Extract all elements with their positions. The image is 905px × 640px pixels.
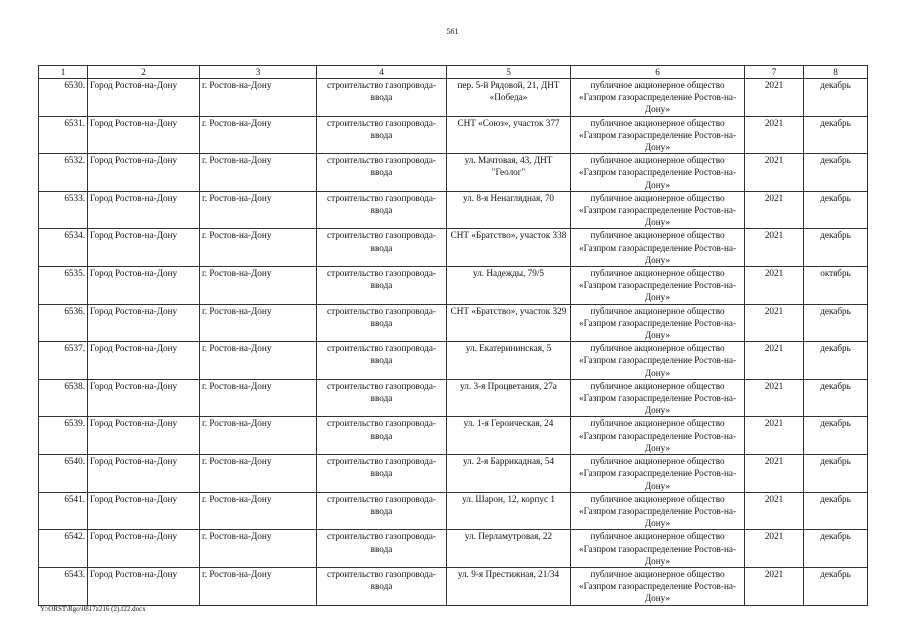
month-cell: декабрь (804, 191, 868, 229)
month-cell: декабрь (804, 304, 868, 342)
work-type-cell: строительство газопровода-ввода (317, 191, 447, 229)
address-cell: ул. Мачтовая, 43, ДНТ "Геолог" (447, 154, 571, 192)
month-cell: декабрь (804, 154, 868, 192)
address-cell: ул. Перламутровая, 22 (447, 530, 571, 568)
work-type-cell: строительство газопровода-ввода (317, 79, 447, 117)
year-cell: 2021 (745, 492, 804, 530)
table-row (39, 154, 868, 192)
row-number-cell: 6532. (39, 154, 88, 192)
table-row (39, 304, 868, 342)
year-cell: 2021 (745, 267, 804, 305)
row-number-cell: 6542. (39, 530, 88, 568)
year-cell: 2021 (745, 417, 804, 455)
work-type-cell: строительство газопровода-ввода (317, 492, 447, 530)
month-cell: декабрь (804, 567, 868, 605)
settlement-cell: г. Ростов-на-Дону (200, 154, 317, 192)
column-header: 8 (804, 66, 868, 79)
table-row (39, 567, 868, 605)
year-cell: 2021 (745, 229, 804, 267)
settlement-cell: г. Ростов-на-Дону (200, 229, 317, 267)
row-number-cell: 6537. (39, 342, 88, 380)
organization-cell: публичное акционерное общество «Газпром газораспределение Ростов-на-Дону» (571, 116, 745, 154)
municipality-cell: Город Ростов-на-Дону (88, 229, 200, 267)
document-file-path: Y:\ORST\Rgo\0817z216 (2).f22.docx (40, 605, 146, 613)
year-cell: 2021 (745, 191, 804, 229)
year-cell: 2021 (745, 530, 804, 568)
settlement-cell: г. Ростов-на-Дону (200, 342, 317, 380)
organization-cell: публичное акционерное общество «Газпром газораспределение Ростов-на-Дону» (571, 229, 745, 267)
work-type-cell: строительство газопровода-ввода (317, 455, 447, 493)
settlement-cell: г. Ростов-на-Дону (200, 267, 317, 305)
address-cell: СНТ «Братство», участок 329 (447, 304, 571, 342)
address-cell: ул. Шарон, 12, корпус 1 (447, 492, 571, 530)
municipality-cell: Город Ростов-на-Дону (88, 116, 200, 154)
municipality-cell: Город Ростов-на-Дону (88, 191, 200, 229)
address-cell: ул. 3-я Процветания, 27а (447, 379, 571, 417)
register-table (38, 65, 868, 606)
table-row (39, 229, 868, 267)
month-cell: декабрь (804, 455, 868, 493)
settlement-cell: г. Ростов-на-Дону (200, 530, 317, 568)
year-cell: 2021 (745, 154, 804, 192)
year-cell: 2021 (745, 379, 804, 417)
row-number-cell: 6530. (39, 79, 88, 117)
page-number: 561 (446, 27, 459, 36)
column-header: 6 (571, 66, 745, 79)
month-cell: декабрь (804, 530, 868, 568)
table-body (39, 79, 868, 606)
table-row (39, 530, 868, 568)
table-row (39, 492, 868, 530)
work-type-cell: строительство газопровода-ввода (317, 530, 447, 568)
municipality-cell: Город Ростов-на-Дону (88, 342, 200, 380)
table-row (39, 191, 868, 229)
work-type-cell: строительство газопровода-ввода (317, 154, 447, 192)
work-type-cell: строительство газопровода-ввода (317, 304, 447, 342)
year-cell: 2021 (745, 116, 804, 154)
month-cell: декабрь (804, 379, 868, 417)
organization-cell: публичное акционерное общество «Газпром газораспределение Ростов-на-Дону» (571, 379, 745, 417)
month-cell: декабрь (804, 342, 868, 380)
table-row (39, 455, 868, 493)
table-row (39, 379, 868, 417)
table-row (39, 79, 868, 117)
settlement-cell: г. Ростов-на-Дону (200, 304, 317, 342)
row-number-cell: 6533. (39, 191, 88, 229)
column-header: 1 (39, 66, 88, 79)
year-cell: 2021 (745, 79, 804, 117)
municipality-cell: Город Ростов-на-Дону (88, 79, 200, 117)
settlement-cell: г. Ростов-на-Дону (200, 492, 317, 530)
month-cell: декабрь (804, 417, 868, 455)
municipality-cell: Город Ростов-на-Дону (88, 379, 200, 417)
row-number-cell: 6541. (39, 492, 88, 530)
table-row (39, 116, 868, 154)
year-cell: 2021 (745, 342, 804, 380)
work-type-cell: строительство газопровода-ввода (317, 267, 447, 305)
work-type-cell: строительство газопровода-ввода (317, 229, 447, 267)
column-header: 3 (200, 66, 317, 79)
row-number-cell: 6543. (39, 567, 88, 605)
year-cell: 2021 (745, 567, 804, 605)
address-cell: ул. 2-я Баррикадная, 54 (447, 455, 571, 493)
address-cell: ул. 9-я Престижная, 21/34 (447, 567, 571, 605)
organization-cell: публичное акционерное общество «Газпром газораспределение Ростов-на-Дону» (571, 455, 745, 493)
settlement-cell: г. Ростов-на-Дону (200, 567, 317, 605)
organization-cell: публичное акционерное общество «Газпром газораспределение Ростов-на-Дону» (571, 492, 745, 530)
row-number-cell: 6540. (39, 455, 88, 493)
organization-cell: публичное акционерное общество «Газпром газораспределение Ростов-на-Дону» (571, 417, 745, 455)
organization-cell: публичное акционерное общество «Газпром газораспределение Ростов-на-Дону» (571, 342, 745, 380)
organization-cell: публичное акционерное общество «Газпром газораспределение Ростов-на-Дону» (571, 154, 745, 192)
address-cell: ул. 8-я Ненаглядная, 70 (447, 191, 571, 229)
work-type-cell: строительство газопровода-ввода (317, 342, 447, 380)
address-cell: СНТ «Союз», участок 377 (447, 116, 571, 154)
row-number-cell: 6535. (39, 267, 88, 305)
month-cell: октябрь (804, 267, 868, 305)
work-type-cell: строительство газопровода-ввода (317, 417, 447, 455)
municipality-cell: Город Ростов-на-Дону (88, 492, 200, 530)
municipality-cell: Город Ростов-на-Дону (88, 530, 200, 568)
table-row (39, 342, 868, 380)
organization-cell: публичное акционерное общество «Газпром газораспределение Ростов-на-Дону» (571, 304, 745, 342)
table-row (39, 267, 868, 305)
address-cell: ул. 1-я Героическая, 24 (447, 417, 571, 455)
municipality-cell: Город Ростов-на-Дону (88, 567, 200, 605)
settlement-cell: г. Ростов-на-Дону (200, 379, 317, 417)
settlement-cell: г. Ростов-на-Дону (200, 191, 317, 229)
column-header: 2 (88, 66, 200, 79)
settlement-cell: г. Ростов-на-Дону (200, 417, 317, 455)
row-number-cell: 6536. (39, 304, 88, 342)
work-type-cell: строительство газопровода-ввода (317, 116, 447, 154)
month-cell: декабрь (804, 79, 868, 117)
row-number-cell: 6538. (39, 379, 88, 417)
table-header (39, 66, 868, 79)
municipality-cell: Город Ростов-на-Дону (88, 267, 200, 305)
table-row (39, 417, 868, 455)
year-cell: 2021 (745, 304, 804, 342)
row-number-cell: 6534. (39, 229, 88, 267)
settlement-cell: г. Ростов-на-Дону (200, 116, 317, 154)
column-header: 7 (745, 66, 804, 79)
month-cell: декабрь (804, 229, 868, 267)
work-type-cell: строительство газопровода-ввода (317, 567, 447, 605)
work-type-cell: строительство газопровода-ввода (317, 379, 447, 417)
row-number-cell: 6539. (39, 417, 88, 455)
header-row (39, 66, 868, 79)
organization-cell: публичное акционерное общество «Газпром газораспределение Ростов-на-Дону» (571, 267, 745, 305)
organization-cell: публичное акционерное общество «Газпром газораспределение Ростов-на-Дону» (571, 79, 745, 117)
organization-cell: публичное акционерное общество «Газпром газораспределение Ростов-на-Дону» (571, 191, 745, 229)
municipality-cell: Город Ростов-на-Дону (88, 304, 200, 342)
settlement-cell: г. Ростов-на-Дону (200, 455, 317, 493)
municipality-cell: Город Ростов-на-Дону (88, 455, 200, 493)
address-cell: ул. Надежды, 79/5 (447, 267, 571, 305)
column-header: 5 (447, 66, 571, 79)
settlement-cell: г. Ростов-на-Дону (200, 79, 317, 117)
month-cell: декабрь (804, 492, 868, 530)
address-cell: СНТ «Братство», участок 338 (447, 229, 571, 267)
row-number-cell: 6531. (39, 116, 88, 154)
organization-cell: публичное акционерное общество «Газпром газораспределение Ростов-на-Дону» (571, 530, 745, 568)
municipality-cell: Город Ростов-на-Дону (88, 417, 200, 455)
address-cell: ул. Екатерининская, 5 (447, 342, 571, 380)
year-cell: 2021 (745, 455, 804, 493)
column-header: 4 (317, 66, 447, 79)
address-cell: пер. 5-й Рядовой, 21, ДНТ «Победа» (447, 79, 571, 117)
month-cell: декабрь (804, 116, 868, 154)
organization-cell: публичное акционерное общество «Газпром газораспределение Ростов-на-Дону» (571, 567, 745, 605)
municipality-cell: Город Ростов-на-Дону (88, 154, 200, 192)
